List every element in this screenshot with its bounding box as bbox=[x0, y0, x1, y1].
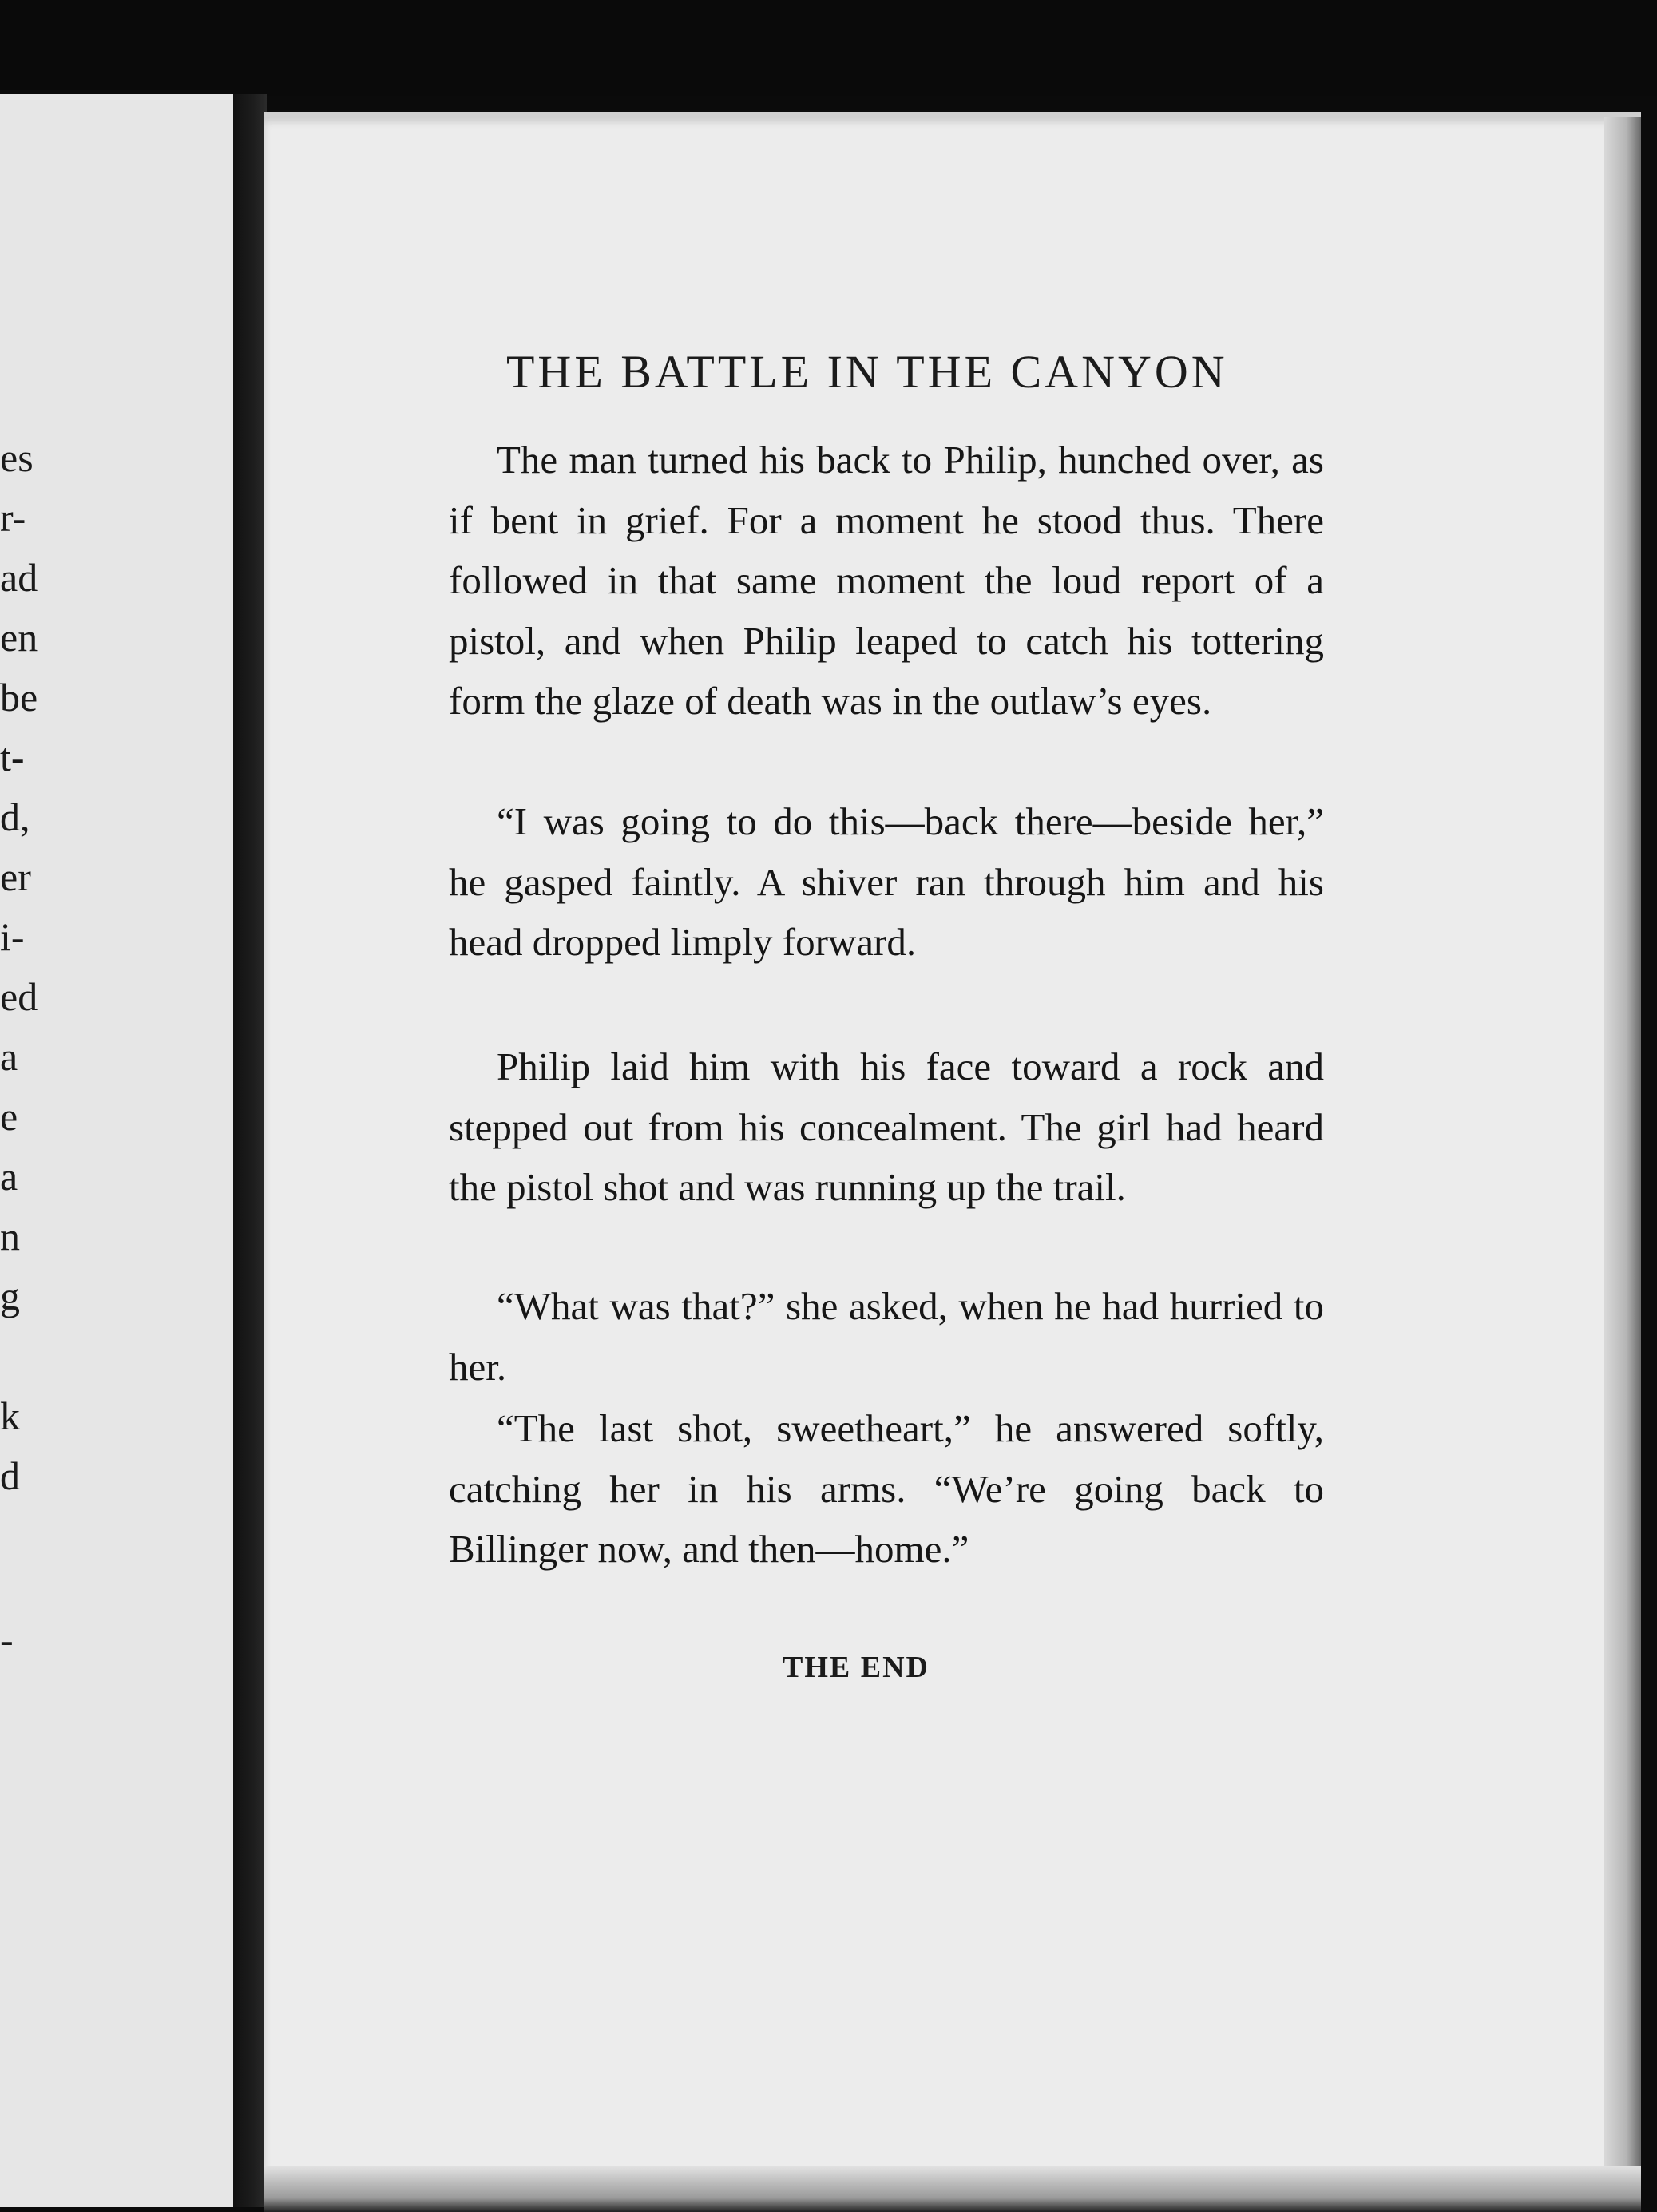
left-fragment: k bbox=[0, 1393, 20, 1438]
left-fragment: d bbox=[0, 1453, 20, 1498]
paragraph bbox=[449, 430, 1324, 731]
left-fragment: r- bbox=[0, 495, 26, 540]
left-fragment: n bbox=[0, 1214, 20, 1259]
paragraph-text: Philip laid him with his face toward a rock and stepped out from his concealment. The girl had heard the pistol shot and was running up the trail. bbox=[449, 1045, 1324, 1209]
left-fragment: e bbox=[0, 1094, 18, 1139]
paragraph bbox=[449, 1398, 1324, 1580]
left-fragment: t- bbox=[0, 735, 25, 779]
left-fragment: - bbox=[0, 1617, 14, 1662]
paragraph bbox=[449, 1276, 1324, 1397]
left-fragment: a bbox=[0, 1034, 18, 1079]
running-head: THE BATTLE IN THE CANYON bbox=[506, 346, 1228, 398]
paragraph-text: The man turned his back to Philip, hunched over, as if bent in grief. For a moment he stood thus. There followed in that same moment the loud report of a pistol, and when Philip leaped to catch his tottering form the glaze of death was in the outlaw’s eyes. bbox=[449, 438, 1324, 723]
previous-page-fragment bbox=[0, 94, 236, 2207]
left-fragment: es bbox=[0, 435, 34, 480]
left-fragment: en bbox=[0, 615, 38, 660]
book-page bbox=[264, 112, 1641, 2212]
paragraph bbox=[449, 1037, 1324, 1218]
page-edge-shadow bbox=[1604, 117, 1641, 2212]
left-fragment: d, bbox=[0, 795, 30, 839]
paragraph-text: “I was going to do this—back there—beside her,” he gasped faintly. A shiver ran through him and his head dropped limply forward. bbox=[449, 799, 1324, 964]
book-gutter bbox=[233, 94, 267, 2207]
paragraph bbox=[449, 791, 1324, 973]
left-fragment: er bbox=[0, 854, 31, 899]
left-fragment: g bbox=[0, 1274, 20, 1318]
paragraph-text: “The last shot, sweetheart,” he answered softly, catching her in his arms. “We’re going back to Billinger now, and then—home.” bbox=[449, 1406, 1324, 1571]
the-end-label: THE END bbox=[783, 1651, 930, 1684]
left-fragment: ed bbox=[0, 974, 38, 1019]
left-fragment: be bbox=[0, 675, 38, 719]
page-bottom-edge bbox=[264, 2166, 1641, 2212]
scan-background bbox=[0, 0, 1657, 96]
left-fragment: ad bbox=[0, 555, 38, 600]
paragraph-text: “What was that?” she asked, when he had hurried to her. bbox=[449, 1284, 1324, 1389]
left-fragment: i- bbox=[0, 914, 25, 959]
left-fragment: a bbox=[0, 1154, 18, 1199]
